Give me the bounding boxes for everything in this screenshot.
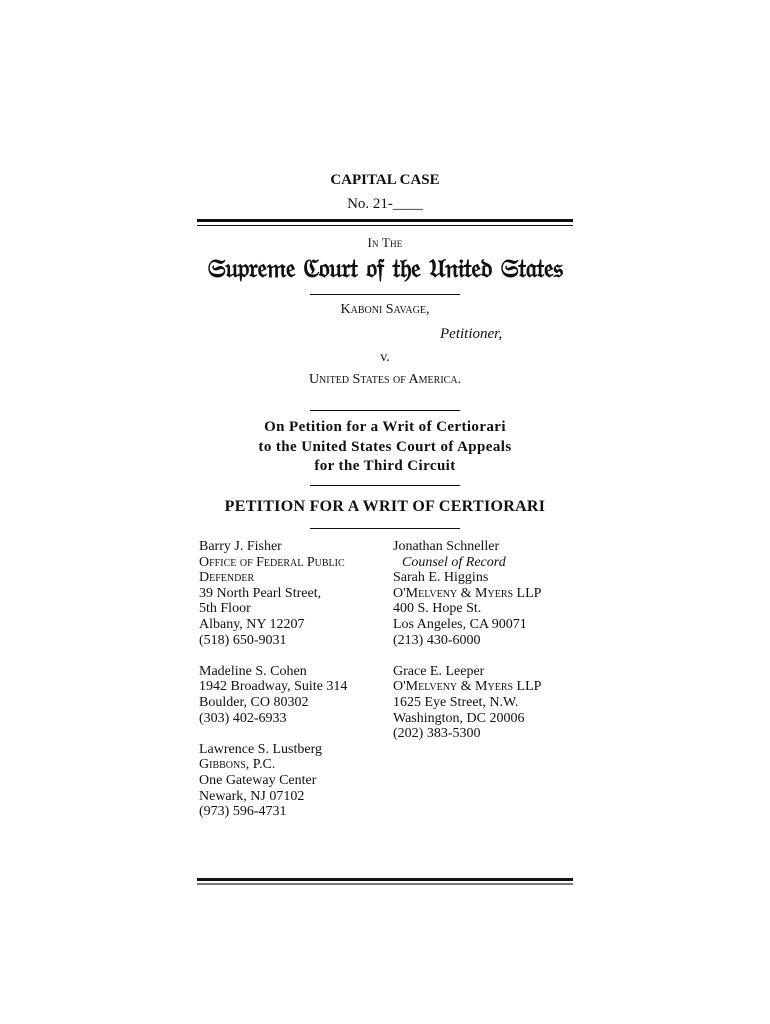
on-petition-line: for the Third Circuit [314,458,456,474]
phone-number: (973) 596-4731 [199,804,287,820]
court-name: 𝔖𝔲𝔭𝔯𝔢𝔪𝔢 ℭ𝔬𝔲𝔯𝔱 𝔬𝔣 𝔱𝔥𝔢 𝔘𝔫𝔦𝔱𝔢𝔡 𝔖𝔱𝔞𝔱𝔢𝔰 [207,254,563,284]
top-double-rule [197,219,573,226]
phone-number: (518) 650-9031 [199,632,287,648]
divider-rule [310,528,460,529]
attorney-name: Madeline S. Cohen [199,663,307,679]
address-line: 400 S. Hope St. [393,601,482,617]
case-type-heading: CAPITAL CASE [330,172,440,188]
divider-rule [310,294,460,295]
address-line: Boulder, CO 80302 [199,694,309,710]
address-line: Washington, DC 20006 [393,710,525,726]
attorney-name: Sarah E. Higgins [393,570,489,586]
in-the-label: In The [367,235,403,250]
firm-name: Office of Federal Public [199,554,345,570]
firm-name: O'Melveny & Myers LLP [393,679,542,695]
petitioner-name: Kaboni Savage, [340,302,430,317]
address-line: Albany, NY 12207 [199,616,305,632]
counsel-block [393,539,573,648]
counsel-of-record-label: Counsel of Record [402,554,506,570]
firm-name: Defender [199,570,255,586]
phone-number: (213) 430-6000 [393,632,481,648]
address-line: 1942 Broadway, Suite 314 [199,679,348,695]
counsel-column-left [199,539,389,835]
attorney-name: Lawrence S. Lustberg [199,741,322,757]
attorney-name: Grace E. Leeper [393,663,485,679]
bottom-double-rule [197,878,573,885]
attorney-name: Barry J. Fisher [199,539,282,554]
on-petition-block [197,418,573,477]
respondent-name: United States of America. [308,372,462,387]
docket-number: No. 21-____ [347,196,423,212]
petitioner-role: Petitioner, [440,326,503,342]
counsel-block [199,539,389,648]
counsel-column-right [393,539,573,757]
versus-label: v. [380,350,390,365]
firm-name: Gibbons, P.C. [199,757,276,773]
attorney-name: Jonathan Schneller [393,539,500,554]
phone-number: (303) 402-6933 [199,710,287,726]
firm-name: O'Melveny & Myers LLP [393,585,542,601]
address-line: 1625 Eye Street, N.W. [393,694,519,710]
divider-rule [310,410,460,411]
address-line: 5th Floor [199,601,251,617]
counsel-block [393,664,573,742]
address-line: One Gateway Center [199,772,317,788]
petition-title: PETITION FOR A WRIT OF CERTIORARI [224,498,546,515]
address-line: Newark, NJ 07102 [199,788,305,804]
counsel-block [199,742,389,820]
cover-page [197,0,573,1024]
address-line: Los Angeles, CA 90071 [393,616,527,632]
on-petition-line: to the United States Court of Appeals [258,438,512,455]
on-petition-line: On Petition for a Writ of Certiorari [264,419,506,435]
address-line: 39 North Pearl Street, [199,585,322,601]
counsel-block [199,664,389,726]
divider-rule [310,485,460,486]
phone-number: (202) 383-5300 [393,726,481,742]
